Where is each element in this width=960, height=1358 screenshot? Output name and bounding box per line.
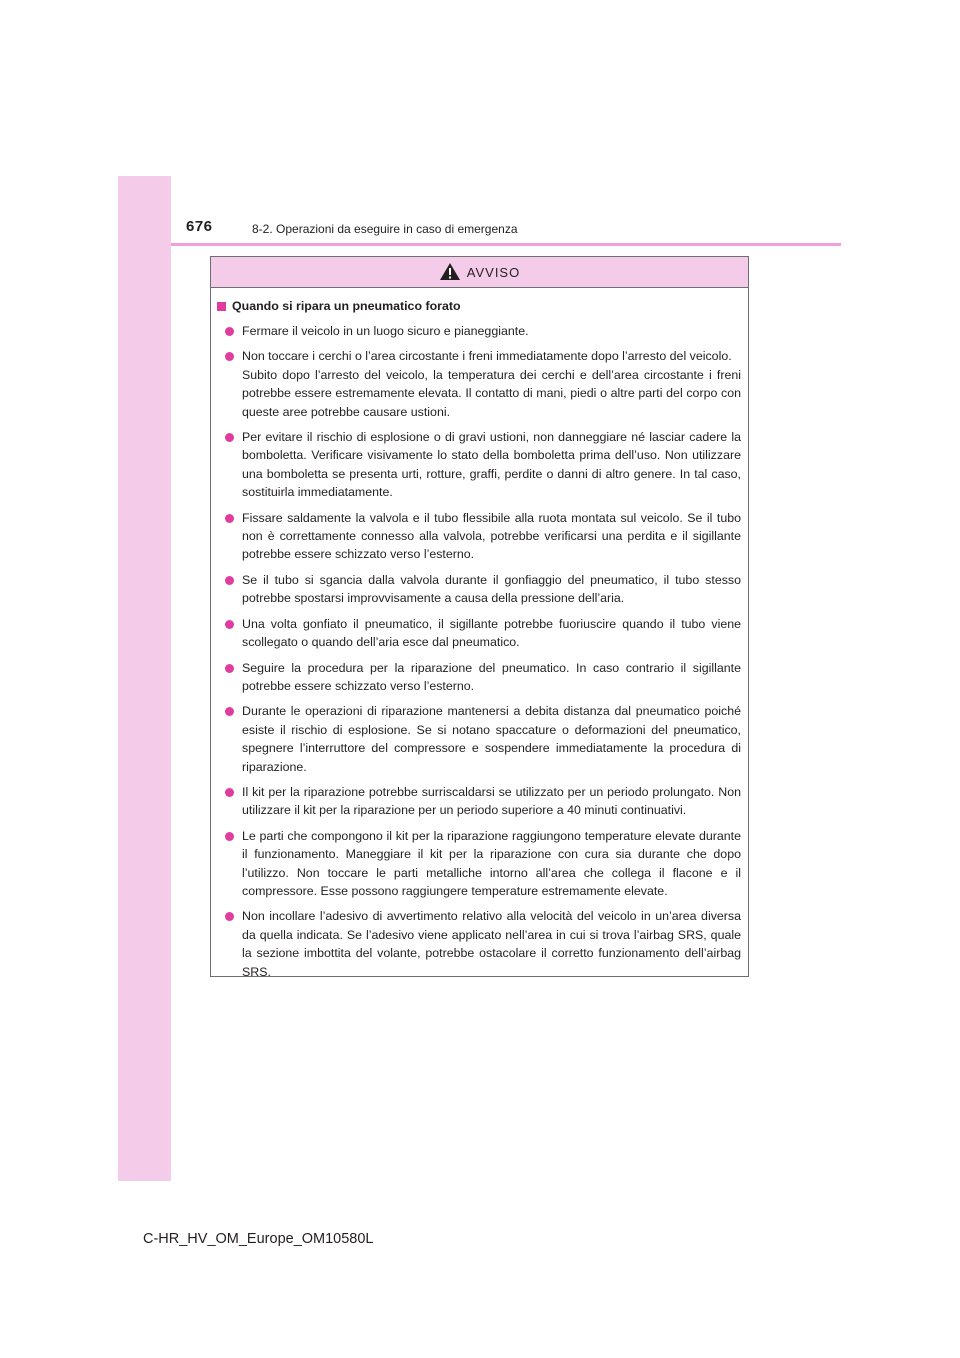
list-item-text — [242, 347, 741, 421]
warning-subheading — [217, 299, 741, 313]
warning-body — [211, 288, 748, 981]
round-bullet-icon — [225, 788, 234, 797]
list-item — [217, 571, 741, 608]
header-rule — [171, 243, 841, 246]
warning-box — [210, 256, 749, 977]
list-item-text — [242, 783, 741, 820]
round-bullet-icon — [225, 664, 234, 673]
list-item-text — [242, 827, 741, 901]
round-bullet-icon — [225, 327, 234, 336]
section-title: 8-2. Operazioni da eseguire in caso di emergenza — [252, 222, 518, 236]
page-number: 676 — [186, 218, 213, 235]
list-item-text — [242, 702, 741, 776]
round-bullet-icon — [225, 707, 234, 716]
paragraph: Non toccare i cerchi o l’area circostante i freni immediatamente dopo l’arresto del veicolo. — [242, 349, 732, 364]
list-item — [217, 615, 741, 652]
list-item — [217, 907, 741, 981]
document-code: C-HR_HV_OM_Europe_OM10580L — [143, 1231, 374, 1247]
round-bullet-icon — [225, 832, 234, 841]
square-bullet-icon — [217, 302, 226, 311]
warning-title: AVVISO — [466, 264, 521, 280]
warning-list — [217, 322, 741, 981]
subheading-text: Quando si ripara un pneumatico forato — [232, 299, 461, 313]
list-item-text — [242, 322, 741, 340]
paragraph: Se il tubo si sgancia dalla valvola durante il gonfiaggio del pneumatico, il tubo stesso potrebbe spostarsi improvvisamente a causa della pressione dell’aria. — [242, 572, 741, 606]
list-item — [217, 827, 741, 901]
list-item — [217, 322, 741, 340]
paragraph: Subito dopo l’arresto del veicolo, la temperatura dei cerchi e dell’area circostante i freni potrebbe essere estremamente elevata. Il contatto di mani, piedi o altre parti del corpo con queste aree potrebbe causare ustioni. — [242, 367, 741, 419]
warning-triangle-icon — [439, 262, 461, 281]
list-item — [217, 428, 741, 502]
side-tab-strip — [118, 176, 171, 1181]
list-item-text — [242, 659, 741, 696]
round-bullet-icon — [225, 433, 234, 442]
paragraph: Il kit per la riparazione potrebbe surriscaldarsi se utilizzato per un periodo prolungato. Non utilizzare il kit per la riparazione per un periodo superiore a 40 minuti continuativi. — [242, 784, 741, 818]
paragraph: Durante le operazioni di riparazione mantenersi a debita distanza dal pneumatico poiché esiste il rischio di esplosione. Se si notano spaccature o deformazioni del pneumatico, spegnere l’interruttore del compressore e sospendere immediatamente la procedura di riparazione. — [242, 704, 741, 774]
list-item — [217, 509, 741, 564]
paragraph: Per evitare il rischio di esplosione o di gravi ustioni, non danneggiare né lasciar cadere la bomboletta. Verificare visivamente lo stato della bomboletta prima dell’uso. Non utilizzare una bomboletta se presenta urti, rotture, graffi, perdite o danni di altro genere. In tal caso, sostituirla immediatamente. — [242, 430, 741, 500]
round-bullet-icon — [225, 620, 234, 629]
round-bullet-icon — [225, 352, 234, 361]
list-item-text — [242, 428, 741, 502]
paragraph: Le parti che compongono il kit per la riparazione raggiungono temperature elevate durante il funzionamento. Maneggiare il kit per la riparazione con cura sia durante che dopo l’utilizzo. Non toccare le parti metalliche intorno all’area che collega il flacone e il compressore. Esse possono raggiungere temperature estremamente elevate. — [242, 828, 741, 898]
round-bullet-icon — [225, 514, 234, 523]
paragraph: Seguire la procedura per la riparazione del pneumatico. In caso contrario il sigillante potrebbe essere schizzato verso l’esterno. — [242, 660, 741, 693]
round-bullet-icon — [225, 576, 234, 585]
paragraph: Fermare il veicolo in un luogo sicuro e pianeggiante. — [242, 324, 529, 338]
list-item — [217, 659, 741, 696]
warning-header — [211, 257, 748, 288]
paragraph: Una volta gonfiato il pneumatico, il sigillante potrebbe fuoriuscire quando il tubo viene scollegato o quando dell’aria esce dal pneumatico. — [242, 616, 741, 650]
list-item-text — [242, 571, 741, 608]
list-item — [217, 347, 741, 421]
list-item-text — [242, 509, 741, 564]
list-item-text — [242, 615, 741, 652]
list-item — [217, 783, 741, 820]
paragraph: Non incollare l’adesivo di avvertimento relativo alla velocità del veicolo in un’area diversa da quella indicata. Se l’adesivo viene applicato nell’area in cui si trova l’airbag SRS, quale la sezione imbottita del volante, potrebbe ostacolare il corretto funzionamento dell’airbag SRS. — [242, 909, 741, 979]
list-item-text — [242, 907, 741, 981]
round-bullet-icon — [225, 912, 234, 921]
list-item — [217, 702, 741, 776]
paragraph: Fissare saldamente la valvola e il tubo flessibile alla ruota montata sul veicolo. Se il tubo non è correttamente connesso alla valvola, potrebbe verificarsi una perdita e il sigillante potrebbe essere schizzato verso l’esterno. — [242, 510, 741, 562]
